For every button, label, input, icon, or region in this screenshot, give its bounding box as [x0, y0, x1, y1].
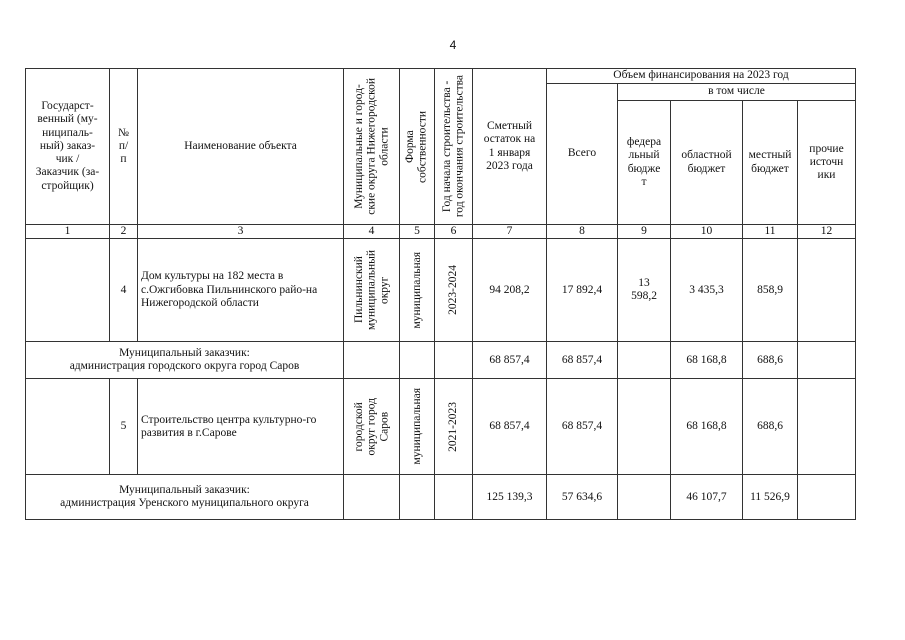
total-value: 68 857,4 — [547, 379, 618, 475]
header-estimate-balance: Сметный остаток на 1 января 2023 года — [473, 69, 547, 225]
header-financing: Объем финансирования на 2023 год — [547, 69, 856, 84]
other-value — [798, 475, 856, 520]
total-value: 57 634,6 — [547, 475, 618, 520]
header-number: № п/ п — [110, 69, 138, 225]
table-row-group-uren — [26, 475, 856, 520]
header-federal: федера льный бюдже т — [618, 101, 671, 225]
object-municipality: Пильнинский муниципальный округ — [344, 239, 400, 342]
other-value — [798, 379, 856, 475]
page-number: 4 — [449, 38, 457, 52]
financing-table — [25, 68, 856, 520]
column-number: 3 — [138, 225, 344, 239]
federal-value — [618, 379, 671, 475]
header-local: местный бюджет — [743, 101, 798, 225]
regional-value: 3 435,3 — [671, 239, 743, 342]
column-number: 11 — [743, 225, 798, 239]
column-number: 12 — [798, 225, 856, 239]
customer-cell — [26, 239, 110, 342]
header-other: прочие источн ики — [798, 101, 856, 225]
group-years — [435, 342, 473, 379]
header-municipality: Муниципальные и город- ские округа Нижегородской области — [344, 69, 400, 225]
header-customer: Государст- венный (му- ниципаль- ный) заказ- чик / Заказчик (за- стройщик) — [26, 69, 110, 225]
column-numbers-row — [26, 225, 856, 239]
federal-value: 13 598,2 — [618, 239, 671, 342]
estimate-value: 68 857,4 — [473, 379, 547, 475]
column-number: 6 — [435, 225, 473, 239]
object-number: 4 — [110, 239, 138, 342]
table-row-object-5 — [26, 379, 856, 475]
header-ownership: Форма собственности — [400, 69, 435, 225]
regional-value: 68 168,8 — [671, 379, 743, 475]
column-number: 5 — [400, 225, 435, 239]
group-municipality — [344, 342, 400, 379]
header-object-name: Наименование объекта — [138, 69, 344, 225]
federal-value — [618, 342, 671, 379]
estimate-value: 125 139,3 — [473, 475, 547, 520]
other-value — [798, 342, 856, 379]
local-value: 688,6 — [743, 379, 798, 475]
object-ownership: муниципальная — [400, 239, 435, 342]
column-number: 7 — [473, 225, 547, 239]
group-customer-label: Муниципальный заказчик: администрация Уренского муниципального округа — [26, 475, 344, 520]
column-number: 2 — [110, 225, 138, 239]
object-number: 5 — [110, 379, 138, 475]
customer-cell — [26, 379, 110, 475]
header-total: Всего — [547, 84, 618, 225]
column-number: 1 — [26, 225, 110, 239]
group-customer-label: Муниципальный заказчик: администрация городского округа город Саров — [26, 342, 344, 379]
object-name: Строительство центра культурно-го развития в г.Сарове — [138, 379, 344, 475]
object-years: 2021-2023 — [435, 379, 473, 475]
estimate-value: 68 857,4 — [473, 342, 547, 379]
local-value: 858,9 — [743, 239, 798, 342]
regional-value: 68 168,8 — [671, 342, 743, 379]
object-ownership: муниципальная — [400, 379, 435, 475]
table-row-group-sarov — [26, 342, 856, 379]
group-years — [435, 475, 473, 520]
object-name: Дом культуры на 182 места в с.Ожгибовка Пильнинского райо-на Нижегородской области — [138, 239, 344, 342]
regional-value: 46 107,7 — [671, 475, 743, 520]
federal-value — [618, 475, 671, 520]
header-including: в том числе — [618, 84, 856, 101]
other-value — [798, 239, 856, 342]
column-number: 10 — [671, 225, 743, 239]
total-value: 68 857,4 — [547, 342, 618, 379]
group-ownership — [400, 342, 435, 379]
header-years: Год начала строительства - год окончания строительства — [435, 69, 473, 225]
column-number: 9 — [618, 225, 671, 239]
table-row-object-4 — [26, 239, 856, 342]
local-value: 688,6 — [743, 342, 798, 379]
column-number: 8 — [547, 225, 618, 239]
total-value: 17 892,4 — [547, 239, 618, 342]
column-number: 4 — [344, 225, 400, 239]
group-municipality — [344, 475, 400, 520]
estimate-value: 94 208,2 — [473, 239, 547, 342]
object-municipality: городской округ город Саров — [344, 379, 400, 475]
header-regional: областной бюджет — [671, 101, 743, 225]
object-years: 2023-2024 — [435, 239, 473, 342]
group-ownership — [400, 475, 435, 520]
local-value: 11 526,9 — [743, 475, 798, 520]
